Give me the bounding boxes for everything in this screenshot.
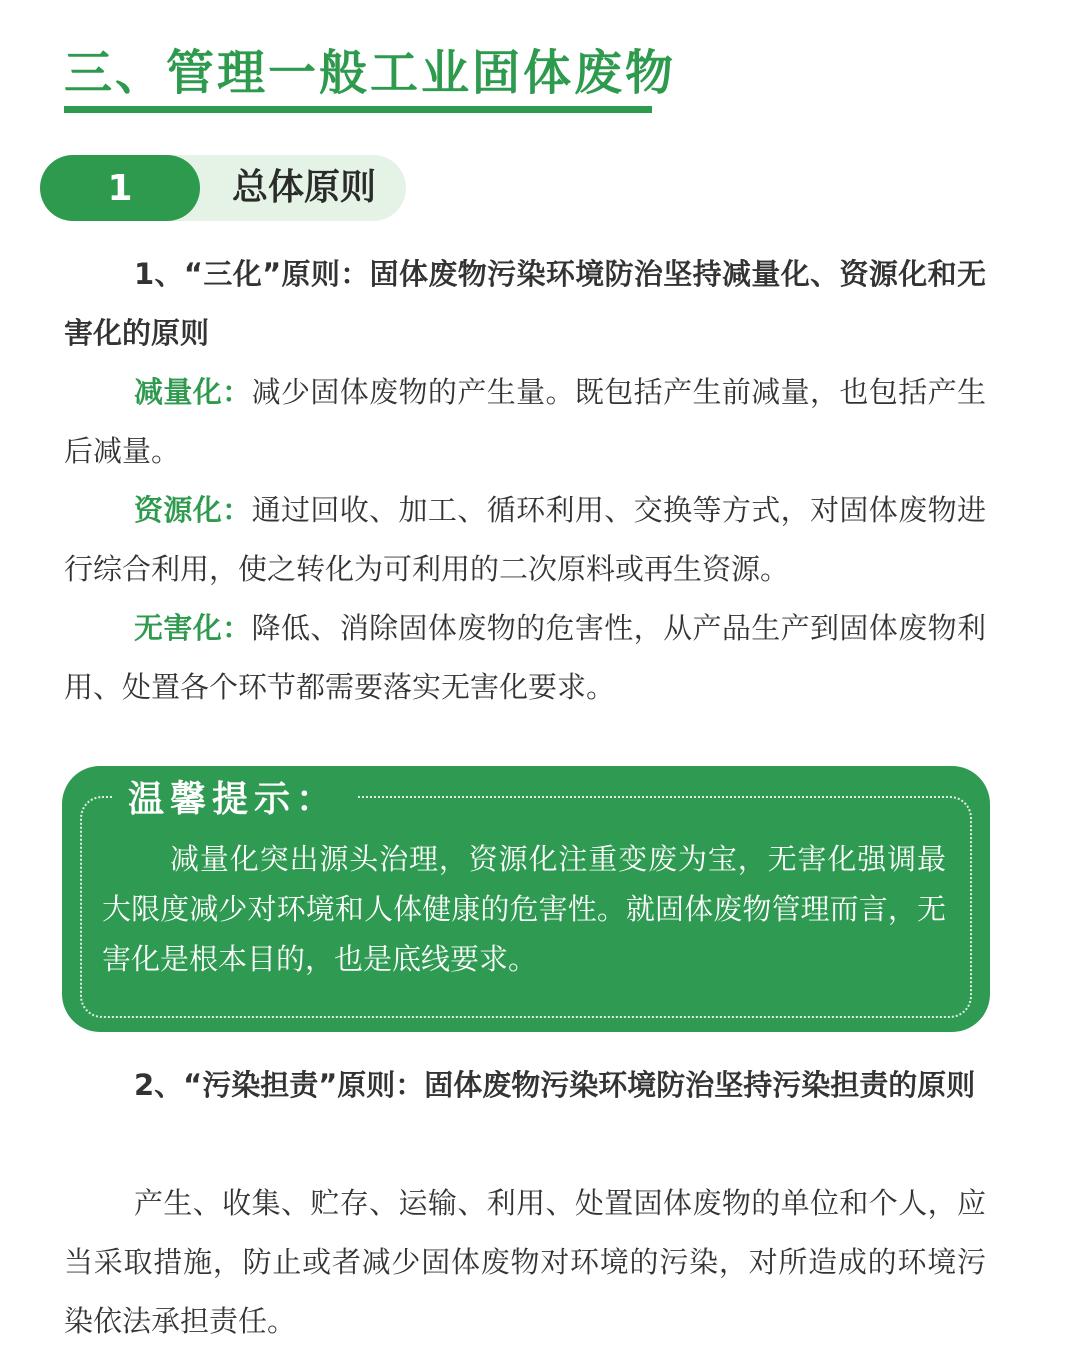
principle-item-harmless [64,599,986,717]
tip-title: 温馨提示： [112,774,356,826]
page-title: 三、管理一般工业固体废物 [64,45,677,101]
term-recycling: 资源化： [134,493,252,527]
section-number-badge: 1 [40,155,200,221]
principle-item-recycling [64,481,986,599]
term-reduction: 减量化： [134,375,252,409]
term-reduction-text: 减少固体废物的产生量。既包括产生前减量，也包括产生后减量。 [64,375,986,468]
term-harmless-text: 降低、消除固体废物的危害性，从产品生产到固体废物利用、处置各个环节都需要落实无害化要求。 [64,611,986,704]
term-recycling-text: 通过回收、加工、循环利用、交换等方式，对固体废物进行综合利用，使之转化为可利用的二次原料或再生资源。 [64,493,986,586]
principle-1-heading: 1、“三化”原则：固体废物污染环境防治坚持减量化、资源化和无害化的原则 [64,257,986,350]
title-underline [64,106,652,113]
principle-item-reduction [64,363,986,481]
principle-2-heading: 2、“污染担责”原则：固体废物污染环境防治坚持污染担责的原则 [134,1068,976,1102]
term-harmless: 无害化： [134,611,252,645]
section-header [40,155,406,221]
tip-box [62,766,990,1032]
principle-2-text: 产生、收集、贮存、运输、利用、处置固体废物的单位和个人，应当采取措施，防止或者减少固体废物对环境的污染，对所造成的环境污染依法承担责任。 [64,1186,986,1338]
section-title: 总体原则 [232,167,377,208]
tip-text: 减量化突出源头治理，资源化注重变废为宝，无害化强调最大限度减少对环境和人体健康的危害性。就固体废物管理而言，无害化是根本目的，也是底线要求。 [102,842,946,976]
